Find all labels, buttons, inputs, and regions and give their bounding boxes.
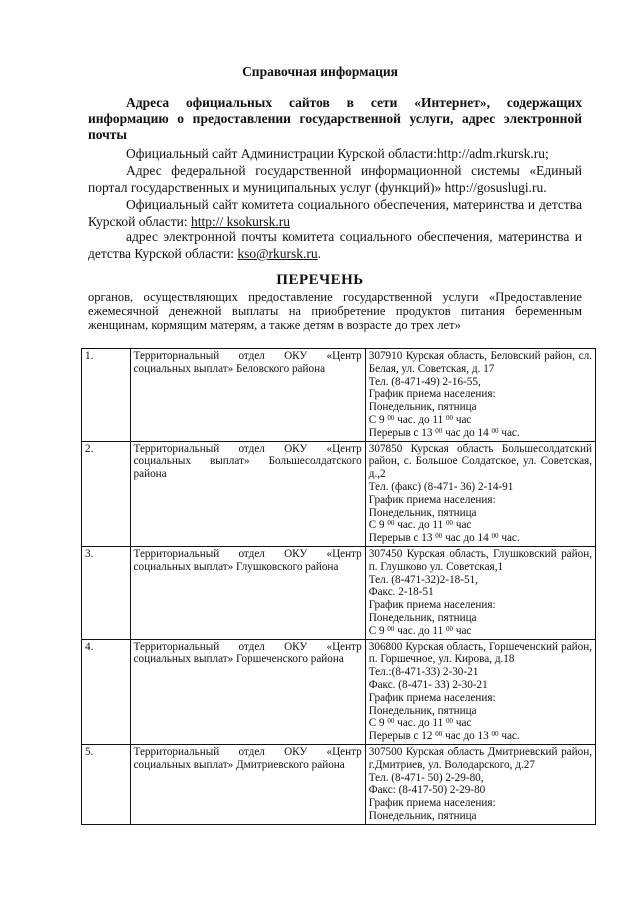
contact-break: Перерыв с 13 $^{00}$ час до 14 $^{00}$ час. [368,532,520,545]
office-name: Территориальный отдел ОКУ «Центр социальных выплат» Дмитриевского района [130,744,365,824]
contact-address: 307500 Курская область Дмитриевский район, г.Дмитриев, ул. Володарского, д.27 [368,745,592,771]
office-name: Территориальный отдел ОКУ «Центр социальных выплат» Беловского района [130,349,365,442]
row-number: 3. [82,546,131,639]
contact-address: 307910 Курская область, Беловский район, сл. Белая, ул. Советская, д. 17 [368,350,592,375]
row-number: 5. [82,744,131,824]
contact-schedule-label: График приема населения: [368,691,496,704]
contact-fax: Факс. 2-18-51 [368,586,434,599]
row-number: 4. [82,639,131,744]
offices-table [81,348,596,825]
contact-break: Перерыв с 12 $^{00}$ час до 13 $^{00}$ час. [368,730,520,743]
contact-schedule-label: График приема населения: [368,599,496,612]
contact-days: Понедельник, пятница [368,704,477,717]
contact-days: Понедельник, пятница [368,401,477,414]
contact-phone: Тел. (8-471-32)2-18-51, [368,573,478,586]
contact-hours: С 9 $^{00}$ час. до 11 $^{00}$ час [368,624,472,637]
contact-days: Понедельник, пятница [368,506,477,519]
table-row [82,744,596,824]
table-row [82,639,596,744]
committee-email-end: . [317,246,322,261]
contact-days: Понедельник, пятница [368,611,477,624]
table-row [82,441,596,546]
office-contacts [365,441,595,546]
contact-address: 306800 Курская область, Горшеченский район, п. Горшечное, ул. Кирова, д.18 [368,640,592,666]
contact-fax: Факс: (8-417-50) 2-29-80 [368,784,486,797]
paragraph-admin-site: Официальный сайт Администрации Курской области:http://adm.rkursk.ru; [126,146,549,161]
committee-site-link[interactable]: http:// ksokursk.ru [190,214,290,229]
list-intro: органов, осуществляющих предоставление государственной услуги «Предоставление ежемесячной денежной выплаты на приобретение продуктов питания беременным женщинам, кормящим матерям, а также детям в возрасте до трех лет» [88,290,582,332]
paragraph-gosuslugi: Адрес федеральной государственной информационной системы «Единый портал государственных и муниципальных услуг (функций)» http://gosuslugi.ru. [88,163,582,195]
contact-break: Перерыв с 13 $^{00}$ час до 14 $^{00}$ час. [368,426,520,439]
committee-site-text: Официальный сайт комитета социального обеспечения, материнства и детства Курской области: [88,197,582,229]
committee-email-text: адрес электронной почты комитета социального обеспечения, материнства и детства Курской области: [88,229,582,261]
office-name: Территориальный отдел ОКУ «Центр социальных выплат» Глушковского района [130,546,365,639]
contact-address: 307850 Курская область Большесолдатский район, с. Большое Солдатское, ул. Советская, д.,2 [368,442,592,481]
contact-days: Понедельник, пятница [368,809,477,822]
row-number: 1. [82,349,131,442]
contact-schedule-label: График приема населения: [368,388,496,401]
office-name: Территориальный отдел ОКУ «Центр социальных выплат» Большесолдатского района [130,441,365,546]
office-contacts [365,349,595,442]
websites-heading: Адреса официальных сайтов в сети «Интернет», содержащих информацию о предоставлении государственной услуги, адрес электронной почты [88,95,582,142]
page-title: Справочная информация [242,64,398,79]
office-name: Территориальный отдел ОКУ «Центр социальных выплат» Горшеченского района [130,639,365,744]
contact-hours: С 9 $^{00}$ час. до 11 $^{00}$ час [368,717,472,730]
contact-hours: С 9 $^{00}$ час. до 11 $^{00}$ час [368,413,472,426]
contact-address: 307450 Курская область, Глушковский район, п. Глушково ул. Советская,1 [368,547,592,573]
contact-schedule-label: График приема населения: [368,797,496,810]
contact-phone: Тел. (8-471- 50) 2-29-80, [368,771,484,784]
contact-phone: Тел. (8-471-49) 2-16-55, [368,375,481,388]
row-number: 2. [82,441,131,546]
office-contacts [365,639,595,744]
contact-phone: Тел. (факс) (8-471- 36) 2-14-91 [368,480,514,493]
committee-email-link[interactable]: kso@rkursk.ru [237,246,318,261]
office-contacts [365,744,595,824]
table-row [82,546,596,639]
list-title: ПЕРЕЧЕНЬ [276,272,364,288]
contact-phone: Тел.:(8-471-33) 2-30-21 [368,666,479,679]
contact-fax: Факс. (8-471- 33) 2-30-21 [368,678,488,691]
table-row [82,349,596,442]
paragraph-committee-email [88,228,582,262]
office-contacts [365,546,595,639]
contact-hours: С 9 $^{00}$ час. до 11 $^{00}$ час [368,519,472,532]
contact-schedule-label: График приема населения: [368,493,496,506]
paragraph-committee-site [88,196,582,230]
